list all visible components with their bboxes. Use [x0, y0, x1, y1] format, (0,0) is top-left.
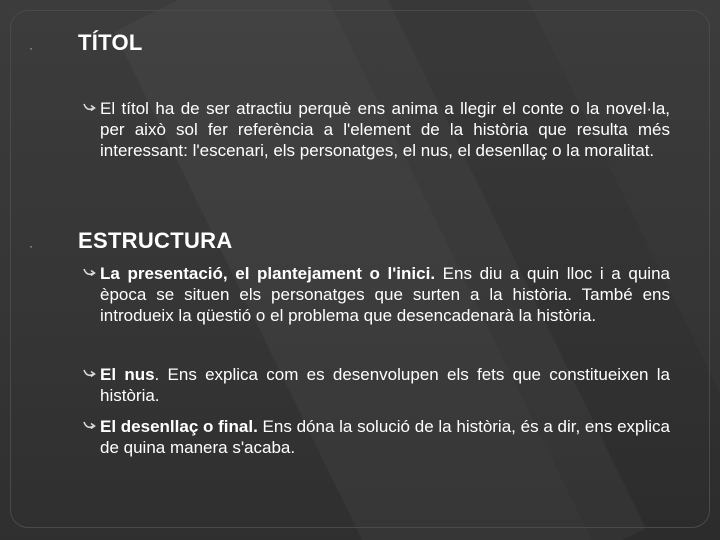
item-lead: La presentació, el plantejament o l'inici.: [100, 264, 436, 283]
curved-arrow-icon: [82, 418, 96, 432]
list-item: [100, 364, 670, 406]
section-bullet-icon: ·: [29, 41, 33, 55]
list-item: [100, 416, 670, 458]
curved-arrow-icon: [82, 265, 96, 279]
item-lead: El desenllaç o final.: [100, 417, 258, 436]
curved-arrow-icon: [82, 100, 96, 114]
list-item: [100, 263, 670, 326]
section-heading: ESTRUCTURA: [78, 228, 233, 253]
item-text: Ens dóna la solució de la història, és a dir, ens explica de quina manera s'acaba.: [100, 417, 670, 457]
list-item: [100, 98, 670, 161]
item-text: El títol ha de ser atractiu perquè ens anima a llegir el conte o la novel·la, per això sol fer referència a l'element de la història que resulta més interessant: l'escenari, els personatges, el nus, el desenllaç o la moralitat.: [100, 99, 670, 160]
curved-arrow-icon: [82, 366, 96, 380]
item-text: Ens diu a quin lloc i a quina època se situen els personatges que surten a la història. També ens introdueix la qüestió o el problema que desencadenarà la història.: [100, 264, 670, 325]
section-heading: TÍTOL: [78, 30, 143, 55]
item-text: . Ens explica com es desenvolupen els fets que constitueixen la història.: [100, 365, 670, 405]
item-lead: El nus: [100, 365, 155, 384]
section-bullet-icon: ·: [29, 239, 33, 253]
